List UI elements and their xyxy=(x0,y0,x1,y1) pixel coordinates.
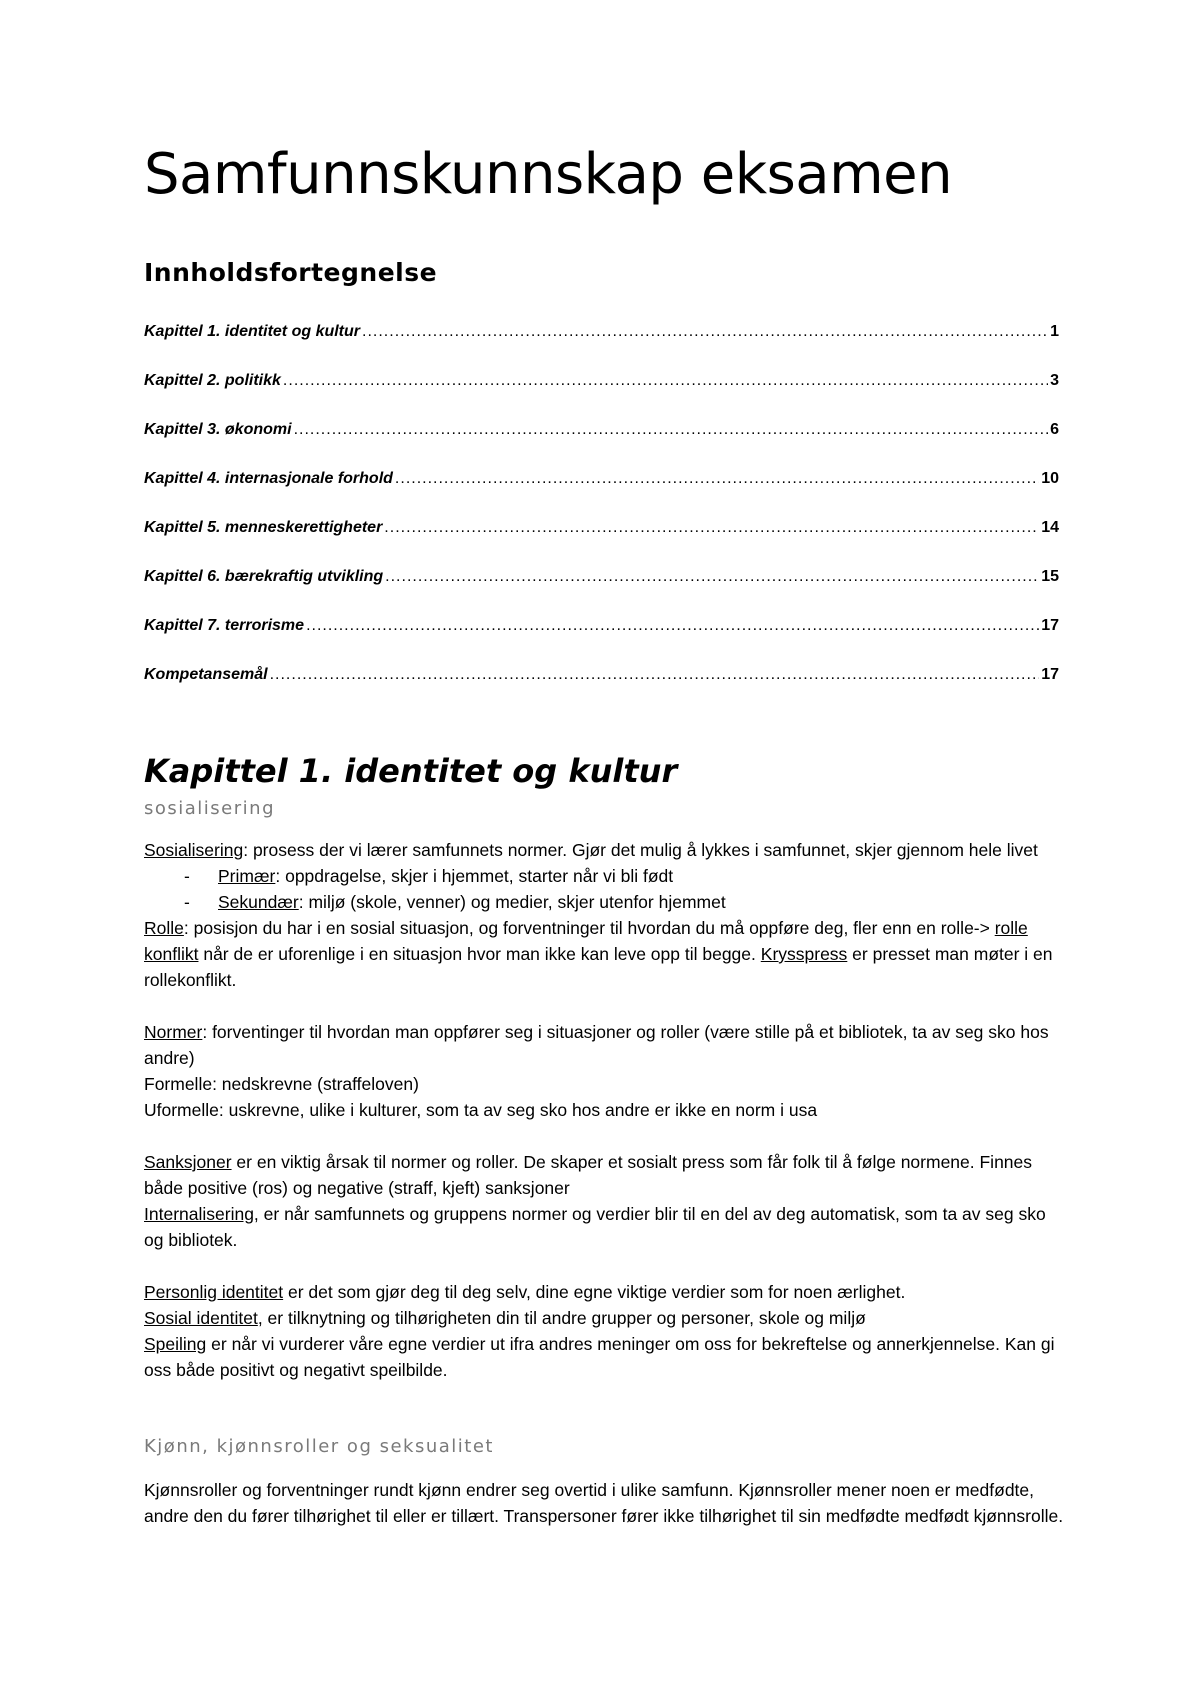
toc-entry[interactable] xyxy=(144,519,1059,568)
section-subheading: sosialisering xyxy=(144,798,275,819)
chapter-heading: Kapittel 1. identitet og kultur xyxy=(144,752,678,790)
term-rolle: Rolle xyxy=(144,918,184,938)
text-primaer: : oppdragelse, skjer i hjemmet, starter når vi bli født xyxy=(275,866,674,886)
bullet-dash: - xyxy=(184,892,190,912)
toc-leader xyxy=(294,421,1049,439)
paragraph-sosialisering xyxy=(144,837,1069,863)
section-body xyxy=(144,1477,1069,1529)
toc-entry-page: 14 xyxy=(1041,519,1059,536)
text-sosialisering: : prosess der vi lærer samfunnets normer. Gjør det mulig å lykkes i samfunnet, skjer gjennom hele livet xyxy=(243,840,1038,860)
toc-entry-page: 17 xyxy=(1041,666,1059,683)
text-internalisering: , er når samfunnets og gruppens normer og verdier blir til en del av deg automatisk, som ta av seg sko og bibliotek. xyxy=(144,1204,1046,1250)
term-internalisering: Internalisering xyxy=(144,1204,254,1224)
toc-entry-label: Kompetansemål xyxy=(144,666,268,683)
toc-entry[interactable] xyxy=(144,617,1059,666)
paragraph-rolle xyxy=(144,915,1069,993)
paragraph-normer xyxy=(144,1019,1069,1071)
term-sosial-identitet: Sosial identitet xyxy=(144,1308,258,1328)
text-rolle-1: : posisjon du har i en sosial situasjon, og forventninger til hvordan du må oppføre deg, fler enn en rolle-> xyxy=(183,918,995,938)
line-uformelle: Uformelle: uskrevne, ulike i kulturer, som ta av seg sko hos andre er ikke en norm i usa xyxy=(144,1100,818,1120)
term-rollekonflikt: rolle konflikt xyxy=(144,918,1028,964)
table-of-contents xyxy=(144,323,1059,715)
text-speiling: er når vi vurderer våre egne verdier ut ifra andres meninger om oss for bekreftelse og annerkjennelse. Kan gi oss både positivt og negativt speilbilde. xyxy=(144,1334,1055,1380)
toc-entry[interactable] xyxy=(144,470,1059,519)
paragraph-speiling xyxy=(144,1331,1069,1383)
list-item xyxy=(144,863,1069,889)
toc-entry-page: 1 xyxy=(1050,323,1059,340)
spacer xyxy=(144,1123,1069,1149)
toc-entry-page: 15 xyxy=(1041,568,1059,585)
term-speiling: Speiling xyxy=(144,1334,207,1354)
section-body xyxy=(144,837,1069,1383)
paragraph-internalisering xyxy=(144,1201,1069,1253)
term-personlig-identitet: Personlig identitet xyxy=(144,1282,284,1302)
toc-entry-label: Kapittel 2. politikk xyxy=(144,372,281,389)
document-title: Samfunnskunnskap eksamen xyxy=(144,142,953,207)
spacer xyxy=(144,993,1069,1019)
toc-heading: Innholdsfortegnelse xyxy=(144,258,438,287)
toc-entry-page: 6 xyxy=(1050,421,1059,438)
toc-entry[interactable] xyxy=(144,421,1059,470)
toc-entry-label: Kapittel 3. økonomi xyxy=(144,421,292,438)
toc-entry-label: Kapittel 5. menneskerettigheter xyxy=(144,519,383,536)
toc-entry-page: 10 xyxy=(1041,470,1059,487)
toc-entry[interactable] xyxy=(144,323,1059,372)
toc-entry-label: Kapittel 6. bærekraftig utvikling xyxy=(144,568,384,585)
text-personlig-identitet: er det som gjør deg til deg selv, dine egne viktige verdier som for noen ærlighet. xyxy=(283,1282,906,1302)
term-sekundaer: Sekundær xyxy=(218,892,299,912)
toc-entry-page: 3 xyxy=(1050,372,1059,389)
paragraph-kjonn: Kjønnsroller og forventninger rundt kjønn endrer seg overtid i ulike samfunn. Kjønnsroller mener noen er medfødte, andre den du fører tilhørighet til eller er tillært. Transpersoner fører ikke tilhørighet til sin medfødte medfødt kjønnsrolle. xyxy=(144,1480,1064,1526)
text-sekundaer: : miljø (skole, venner) og medier, skjer utenfor hjemmet xyxy=(298,892,726,912)
text-normer: : forventinger til hvordan man oppfører seg i situasjoner og roller (være stille på et bibliotek, ta av seg sko hos andre) xyxy=(144,1022,1049,1068)
term-primaer: Primær xyxy=(218,866,276,886)
text-sosial-identitet: , er tilknytning og tilhørigheten din til andre grupper og personer, skole og miljø xyxy=(257,1308,866,1328)
toc-leader xyxy=(362,323,1048,341)
paragraph-sanksjoner xyxy=(144,1149,1069,1201)
paragraph-sosial-identitet xyxy=(144,1305,1069,1331)
toc-entry[interactable] xyxy=(144,372,1059,421)
section-subheading: Kjønn, kjønnsroller og seksualitet xyxy=(144,1436,494,1457)
toc-entry-label: Kapittel 4. internasjonale forhold xyxy=(144,470,393,487)
toc-leader xyxy=(385,568,1039,586)
term-normer: Normer xyxy=(144,1022,203,1042)
toc-entry-page: 17 xyxy=(1041,617,1059,634)
toc-entry[interactable] xyxy=(144,568,1059,617)
toc-entry-label: Kapittel 1. identitet og kultur xyxy=(144,323,361,340)
toc-entry-label: Kapittel 7. terrorisme xyxy=(144,617,305,634)
text-rolle-2: når de er uforenlige i en situasjon hvor man ikke kan leve opp til begge. xyxy=(198,944,761,964)
toc-entry[interactable] xyxy=(144,666,1059,715)
toc-leader xyxy=(306,617,1039,635)
toc-leader xyxy=(395,470,1039,488)
term-sanksjoner: Sanksjoner xyxy=(144,1152,232,1172)
term-krysspress: Krysspress xyxy=(760,944,848,964)
list-item xyxy=(144,889,1069,915)
text-rolle-3: er presset man møter i en rollekonflikt. xyxy=(144,944,1053,990)
term-sosialisering: Sosialisering xyxy=(144,840,244,860)
line-formelle: Formelle: nedskrevne (straffeloven) xyxy=(144,1074,419,1094)
paragraph-personlig-identitet xyxy=(144,1279,1069,1305)
toc-leader xyxy=(283,372,1048,390)
toc-leader xyxy=(270,666,1040,684)
toc-leader xyxy=(384,519,1039,537)
bullet-dash: - xyxy=(184,866,190,886)
text-sanksjoner: er en viktig årsak til normer og roller. De skaper et sosialt press som får folk til å følge normene. Finnes både positive (ros) og negative (straff, kjeft) sanksjoner xyxy=(144,1152,1033,1198)
spacer xyxy=(144,1253,1069,1279)
